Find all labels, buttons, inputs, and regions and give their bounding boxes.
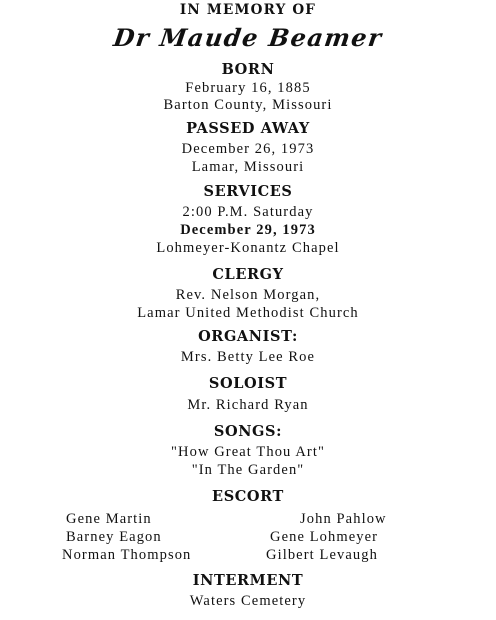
clergy-church: Lamar United Methodist Church [137, 305, 359, 321]
clergy-name: Rev. Nelson Morgan, [175, 287, 321, 303]
born-heading: BORN [221, 61, 275, 78]
songs-heading: SONGS: [213, 423, 283, 440]
escort-name: Barney Eagon [66, 529, 162, 545]
escort-name: Gilbert Levaugh [266, 547, 378, 563]
soloist-name: Mr. Richard Ryan [187, 397, 309, 413]
passed-away-date: December 26, 1973 [181, 141, 315, 157]
clergy-heading: CLERGY [212, 266, 284, 283]
escort-name: Norman Thompson [62, 547, 192, 563]
organist-heading: ORGANIST: [198, 328, 298, 345]
song-item: "In The Garden" [191, 462, 305, 478]
soloist-heading: SOLOIST [208, 375, 288, 392]
passed-away-place: Lamar, Missouri [191, 159, 305, 175]
escort-name: Gene Lohmeyer [270, 529, 379, 545]
song-item: "How Great Thou Art" [171, 444, 325, 460]
interment-place: Waters Cemetery [189, 593, 307, 609]
escort-heading: ESCORT [212, 488, 284, 505]
born-place: Barton County, Missouri [163, 97, 333, 113]
memorial-title: IN MEMORY OF [179, 2, 317, 18]
passed-away-heading: PASSED AWAY [186, 120, 310, 137]
services-time: 2:00 P.M. Saturday [182, 204, 314, 220]
escort-name: Gene Martin [66, 511, 152, 527]
interment-heading: INTERMENT [192, 572, 304, 589]
escort-name: John Pahlow [300, 511, 387, 527]
services-date: December 29, 1973 [180, 222, 316, 238]
deceased-name: Dr Maude Beamer [111, 23, 385, 52]
organist-name: Mrs. Betty Lee Roe [180, 349, 316, 365]
services-heading: SERVICES [203, 183, 293, 200]
services-place: Lohmeyer-Konantz Chapel [156, 240, 340, 256]
born-date: February 16, 1885 [185, 80, 311, 96]
